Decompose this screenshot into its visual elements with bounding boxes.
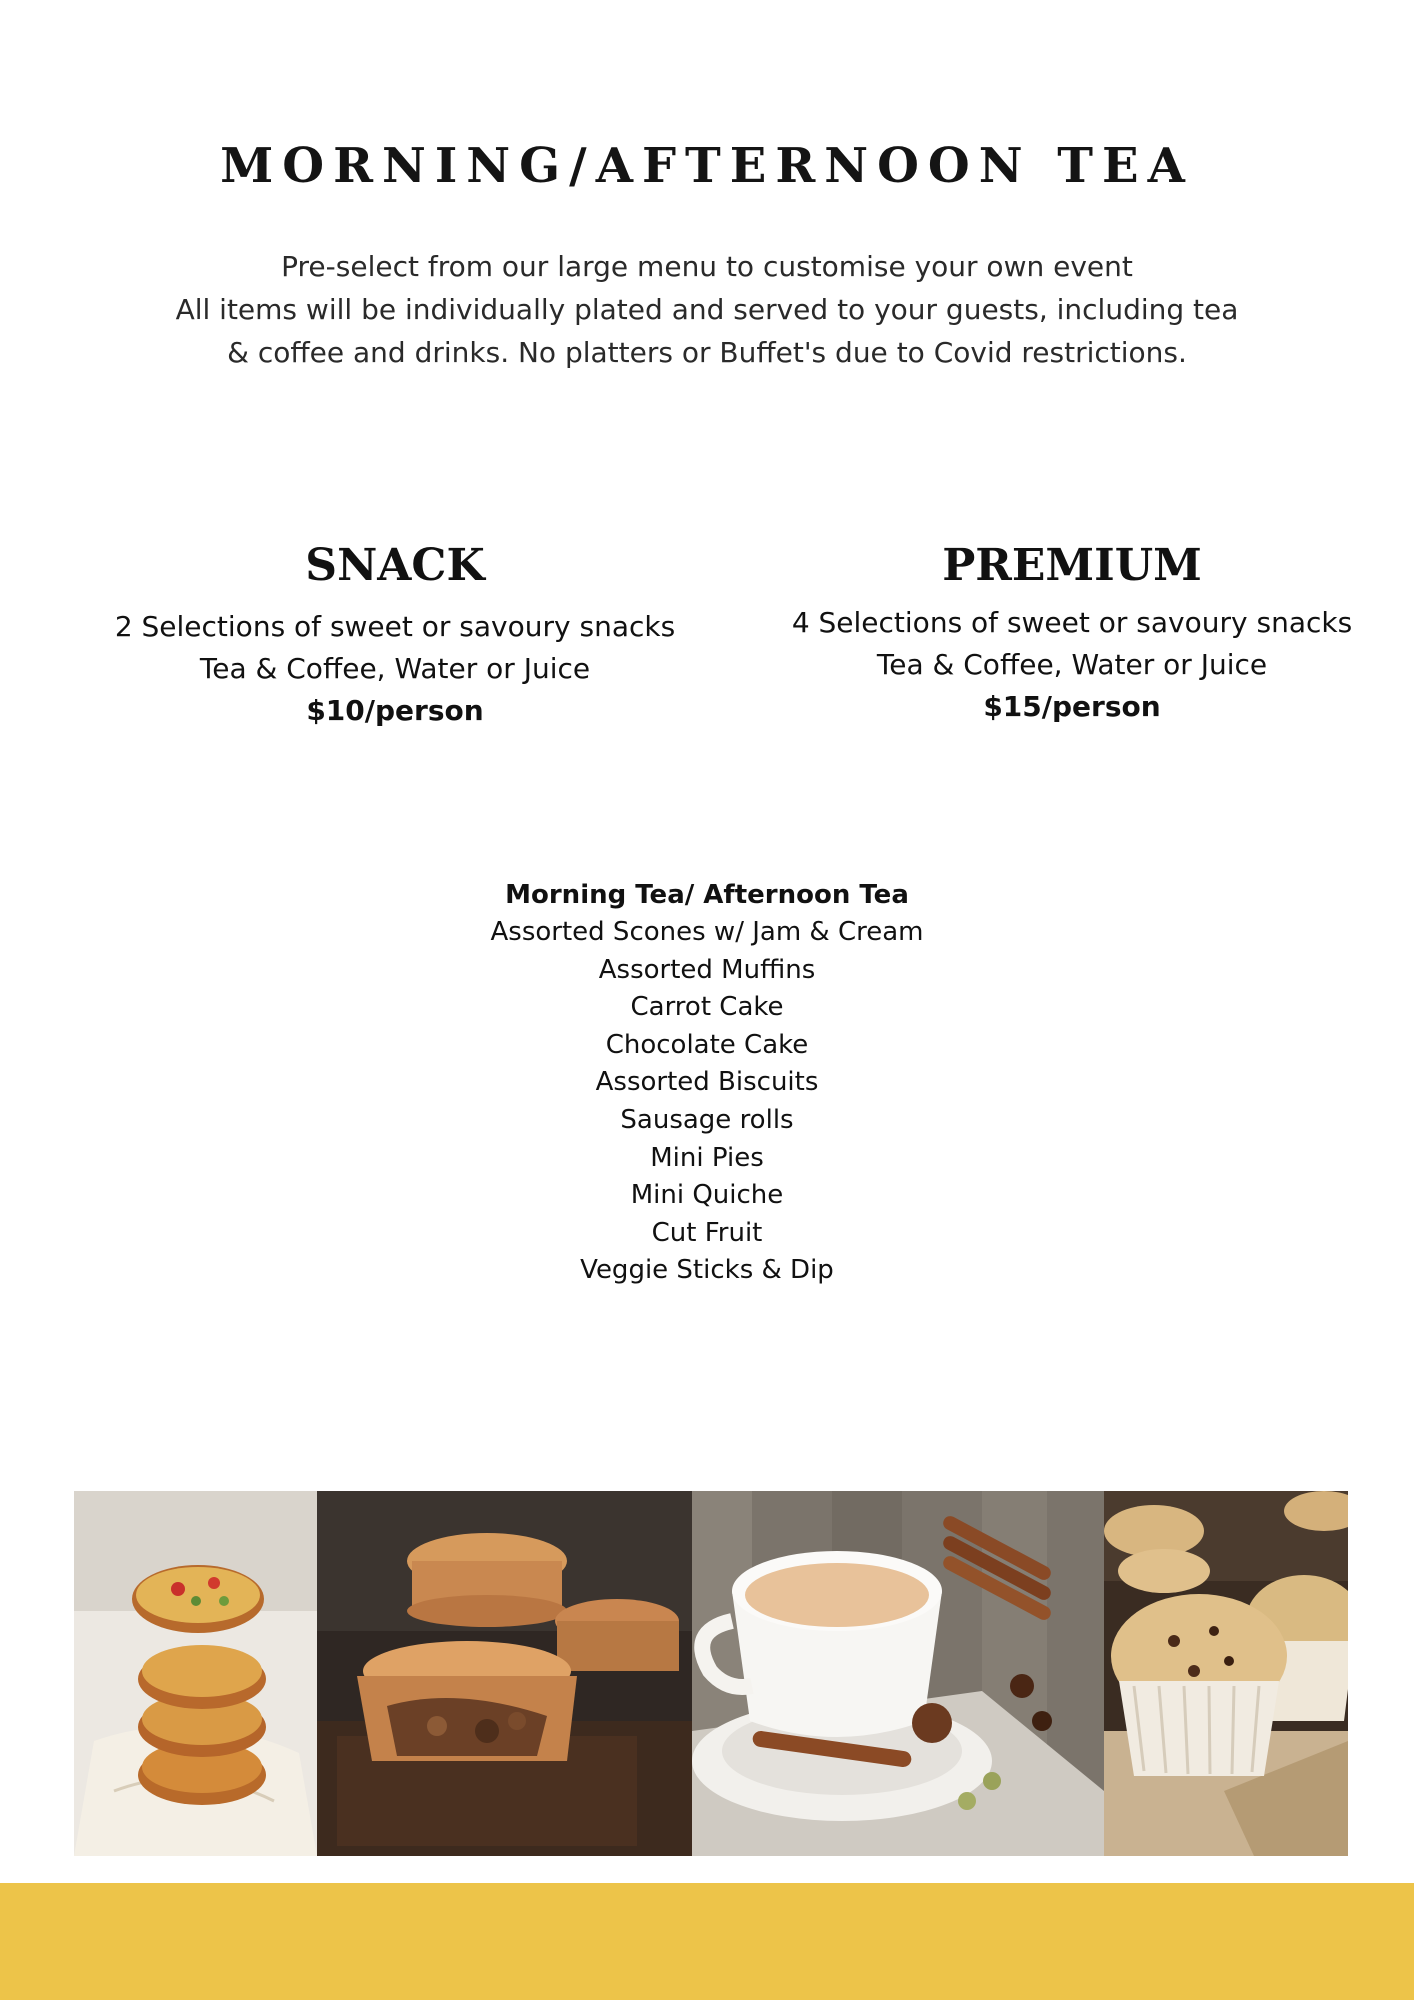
package-drinks: Tea & Coffee, Water or Juice [199,652,591,685]
footer-band [0,1883,1414,2000]
photo-strip [74,1491,1348,1856]
package-name: SNACK [305,540,485,591]
intro-line: Pre-select from our large menu to customise your own event [281,250,1133,283]
intro-line: All items will be individually plated and served to your guests, including tea [175,293,1239,326]
menu-item: Assorted Scones w/ Jam & Cream [490,917,924,947]
package-selections: 4 Selections of sweet or savoury snacks [791,606,1353,639]
menu-item: Chocolate Cake [605,1029,809,1060]
menu-item: Sausage rolls [620,1104,794,1135]
package-name: PREMIUM [942,540,1202,591]
pies-photo [317,1491,692,1856]
menu-heading: Morning Tea/ Afternoon Tea [505,880,909,910]
package-snack [55,540,735,732]
menu-item: Mini Pies [650,1142,764,1173]
intro-line: & coffee and drinks. No platters or Buffet's due to Covid restrictions. [227,336,1187,369]
package-selections: 2 Selections of sweet or savoury snacks [114,610,676,643]
chai-tea-photo [692,1491,1104,1856]
package-premium [732,540,1412,728]
package-price: $15/person [983,690,1161,723]
menu-item: Assorted Muffins [598,954,816,985]
package-price: $10/person [306,694,484,727]
mini-quiche-stack-photo [74,1491,317,1856]
menu-item: Veggie Sticks & Dip [580,1255,834,1286]
menu-list [0,876,1414,1290]
menu-item: Carrot Cake [630,992,784,1023]
menu-item: Assorted Biscuits [595,1067,819,1098]
menu-item: Mini Quiche [630,1180,784,1211]
package-drinks: Tea & Coffee, Water or Juice [876,648,1268,681]
menu-item: Cut Fruit [651,1217,763,1248]
muffins-photo [1104,1491,1348,1856]
intro-text [0,245,1414,374]
page-title: MORNING/AFTERNOON TEA [220,138,1194,194]
